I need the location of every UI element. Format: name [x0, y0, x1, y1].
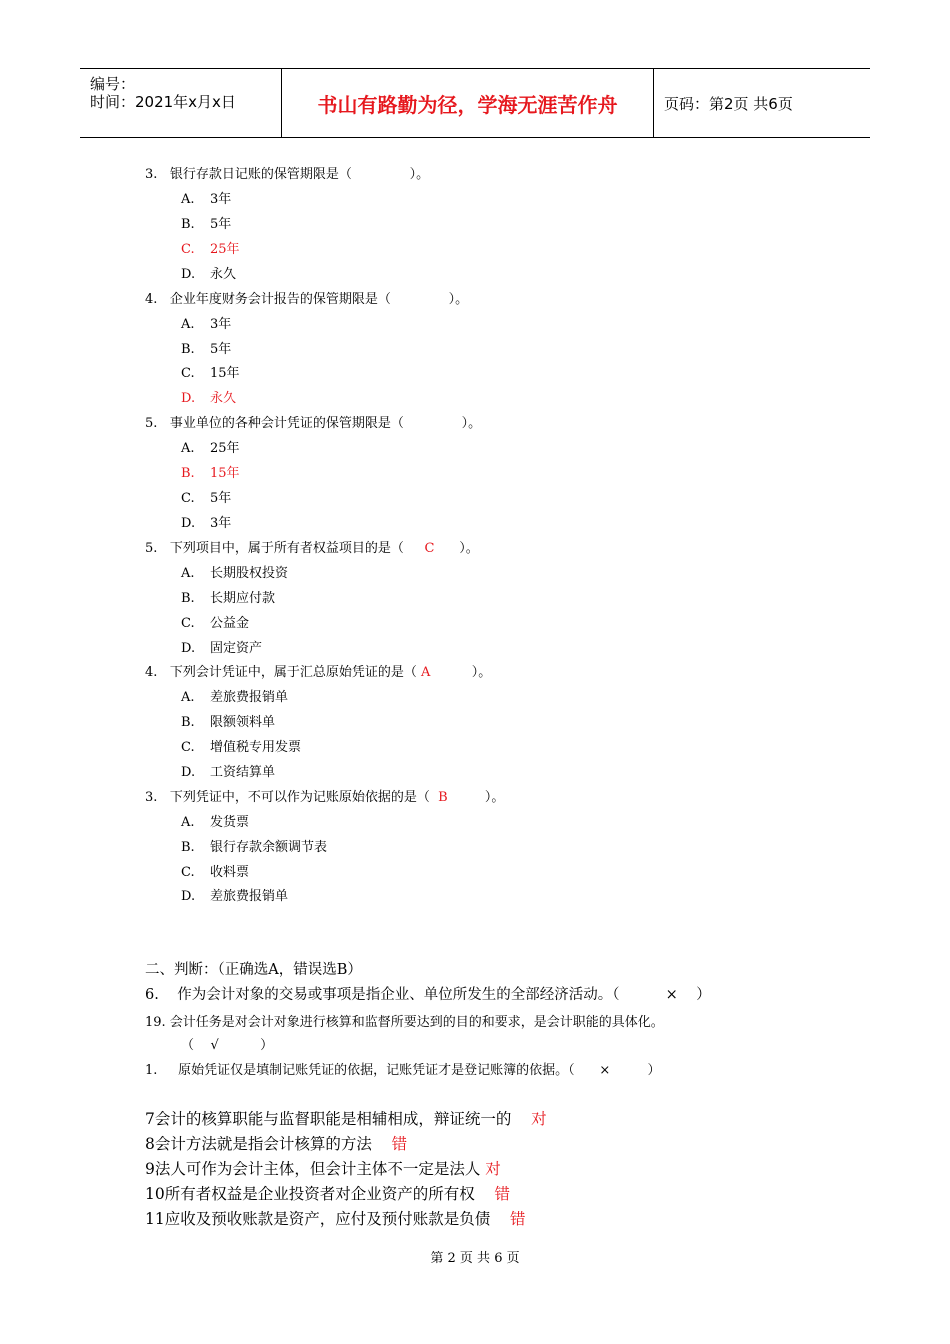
- motto: 书山有路勤为径，学海无涯苦作舟: [282, 69, 654, 137]
- option: C. 5年: [181, 491, 232, 506]
- option: A. 发货票: [181, 815, 250, 830]
- option: B. 5年: [181, 217, 232, 232]
- option: D. 3年: [181, 516, 232, 531]
- option: A. 3年: [181, 192, 232, 207]
- judgment-line: 7会计的核算职能与监督职能是相辅相成，辩证统一的 对: [145, 1110, 547, 1128]
- option-correct: C. 25年: [181, 242, 240, 257]
- option: C. 公益金: [181, 616, 250, 631]
- option-correct: D. 永久: [181, 391, 237, 406]
- option: A. 25年: [181, 441, 240, 456]
- judgment-answer: （ √ ）: [181, 1038, 274, 1053]
- header-meta: [80, 69, 282, 137]
- judgment-line: 11应收及预收账款是资产，应付及预付账款是负债 错: [145, 1210, 526, 1228]
- option: B. 银行存款余额调节表: [181, 840, 328, 855]
- judgment-line: 10所有者权益是企业投资者对企业资产的所有权 错: [145, 1185, 510, 1203]
- option: D. 固定资产: [181, 641, 263, 656]
- option: D. 永久: [181, 267, 237, 282]
- page-header: [80, 68, 870, 138]
- judgment-item: 6. 作为会计对象的交易或事项是指企业、单位所发生的全部经济活动。（ × ）: [145, 987, 711, 1003]
- option: A. 3年: [181, 317, 232, 332]
- judgment-answer: 错: [391, 1135, 408, 1153]
- page-indicator: 页码：第2页 共6页: [664, 94, 793, 113]
- option: B. 限额领料单: [181, 715, 276, 730]
- judgment-line: 9法人可作为会计主体，但会计主体不一定是法人 对: [145, 1160, 501, 1178]
- question-stem: 4. 企业年度财务会计报告的保管期限是（ ）。: [145, 292, 469, 307]
- judgment-item: 1. 原始凭证仅是填制记账凭证的依据，记账凭证才是登记账簿的依据。（ × ）: [145, 1063, 661, 1078]
- question-stem: 5. 下列项目中，属于所有者权益项目的是（ C ）。: [145, 541, 479, 556]
- section-title: 二、判断：（正确选A，错误选B）: [145, 962, 362, 978]
- option-correct: B. 15年: [181, 466, 240, 481]
- option: B. 5年: [181, 342, 232, 357]
- option: C. 增值税专用发票: [181, 740, 302, 755]
- question-stem: 3. 下列凭证中，不可以作为记账原始依据的是（ B ）。: [145, 790, 505, 805]
- option: A. 长期股权投资: [181, 566, 289, 581]
- judgment-answer: 错: [494, 1185, 510, 1203]
- question-stem: 3. 银行存款日记账的保管期限是（ ）。: [145, 167, 430, 182]
- option: D. 差旅费报销单: [181, 889, 289, 904]
- number-label: 编号：: [90, 75, 136, 93]
- option: C. 收料票: [181, 865, 250, 880]
- judgment-item: 19. 会计任务是对会计对象进行核算和监督所要达到的目的和要求，是会计职能的具体化。: [145, 1015, 664, 1030]
- option: D. 工资结算单: [181, 765, 276, 780]
- option: C. 15年: [181, 366, 240, 381]
- question-stem: 5. 事业单位的各种会计凭证的保管期限是（ ）。: [145, 416, 482, 431]
- judgment-answer: 对: [531, 1110, 547, 1128]
- time-label: 时间：2021年x月x日: [90, 93, 236, 111]
- option: A. 差旅费报销单: [181, 690, 289, 705]
- option: B. 长期应付款: [181, 591, 276, 606]
- answer-mark: C: [424, 541, 435, 556]
- judgment-answer: 对: [485, 1160, 501, 1178]
- judgment-answer: 错: [509, 1210, 526, 1228]
- question-stem: 4. 下列会计凭证中，属于汇总原始凭证的是（ A ）。: [145, 665, 492, 680]
- judgment-line: 8会计方法就是指会计核算的方法 错: [145, 1135, 408, 1153]
- answer-mark: B: [438, 790, 448, 805]
- answer-mark: A: [420, 665, 431, 680]
- page-footer: 第 2 页 共 6 页: [430, 1251, 520, 1266]
